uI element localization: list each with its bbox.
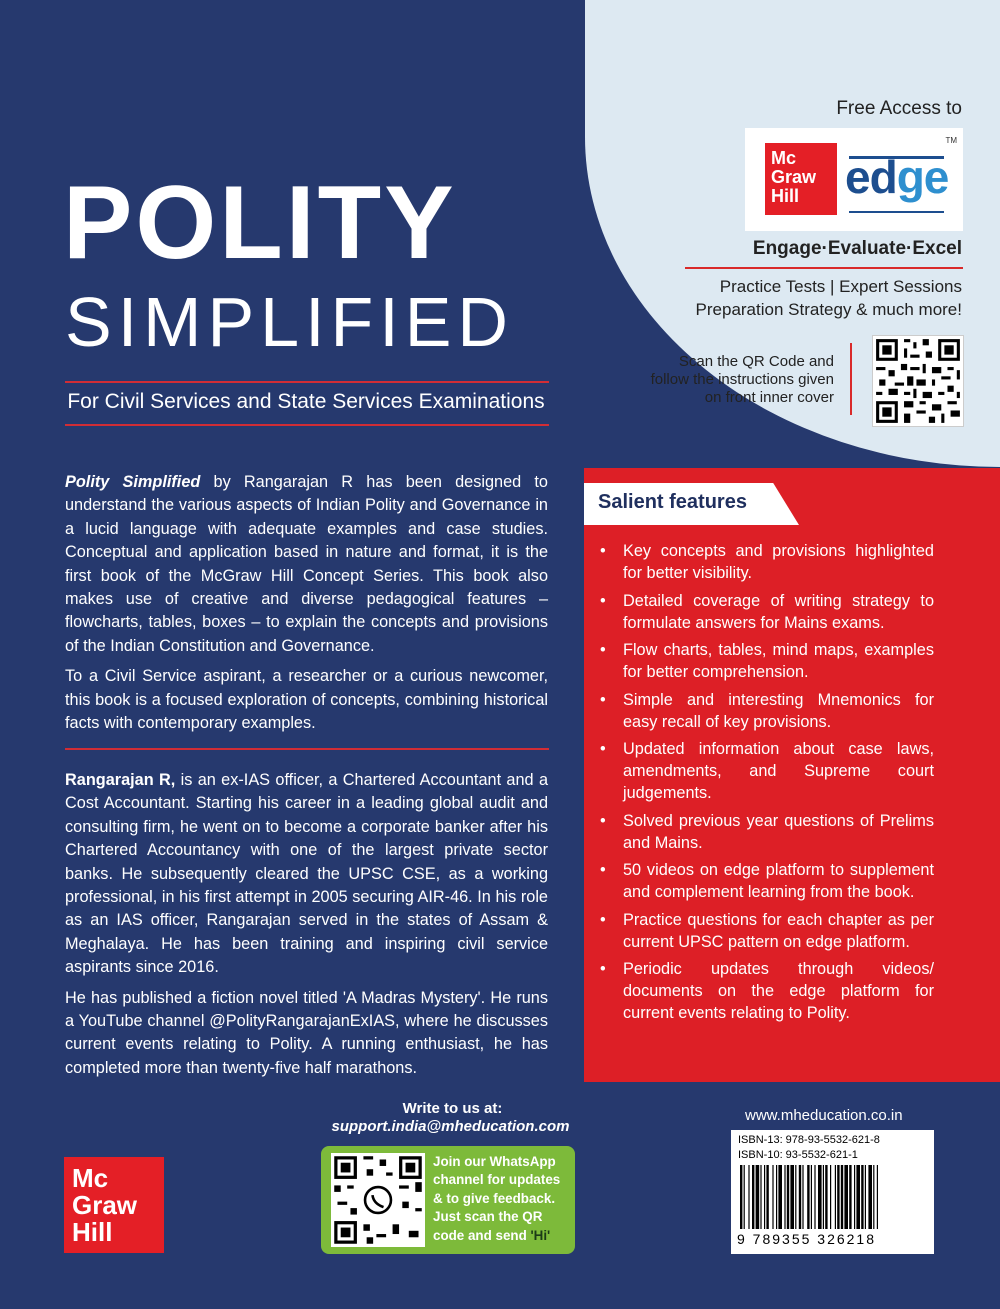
qr-code-icon: [873, 336, 963, 426]
bullet-icon: •: [600, 641, 606, 659]
barcode-bar: [844, 1165, 848, 1229]
edge-word-part: ed: [845, 151, 897, 203]
isbn-10: ISBN-10: 93-5532-621-1: [738, 1149, 858, 1161]
divider: [65, 381, 549, 383]
practice-line: Practice Tests | Expert Sessions: [719, 277, 962, 296]
author-bio: [65, 769, 548, 1087]
feature-item: [598, 639, 934, 683]
feature-text: Solved previous year questions of Prelims and Mains.: [623, 811, 934, 852]
barcode-bar: [748, 1165, 749, 1229]
barcode-bar: [778, 1165, 782, 1229]
barcode-bar: [799, 1165, 801, 1229]
whatsapp-text: [433, 1153, 571, 1245]
qr-code-icon: [331, 1153, 425, 1247]
edge-qr-code[interactable]: [872, 335, 964, 427]
practice-line: Preparation Strategy & much more!: [695, 300, 962, 319]
description-paragraph: [65, 471, 548, 658]
barcode-bar: [854, 1165, 855, 1229]
barcode-bar: [849, 1165, 851, 1229]
barcode-bar: [756, 1165, 760, 1229]
bullet-icon: •: [600, 910, 606, 929]
feature-text: Flow charts, tables, mind maps, examples for better comprehension.: [623, 641, 934, 681]
barcode-bar: [744, 1165, 745, 1229]
feature-item: [598, 590, 934, 634]
feature-item: [598, 909, 934, 953]
bullet-icon: •: [600, 861, 606, 879]
scan-line: follow the instructions given: [650, 371, 834, 388]
feature-text: Practice questions for each chapter as per current UPSC pattern on edge platform.: [623, 910, 934, 951]
engage-tagline: Engage·Evaluate·Excel: [752, 238, 962, 259]
scan-instructions: [651, 353, 834, 407]
edge-logo-rule-bottom: [849, 211, 944, 213]
bullet-icon: •: [600, 690, 606, 709]
logo-line: Graw: [771, 167, 817, 187]
book-title-inline: Polity Simplified: [65, 473, 201, 491]
write-to-us-label: Write to us at:: [402, 1100, 503, 1117]
whatsapp-channel-box: [321, 1146, 575, 1254]
barcode-bar: [764, 1165, 765, 1229]
free-access-label: Free Access to: [836, 98, 962, 119]
barcode-bar: [868, 1165, 872, 1229]
bullet-icon: •: [600, 542, 606, 560]
logo-line: Hill: [72, 1217, 113, 1247]
feature-item: [598, 738, 934, 804]
feature-text: Periodic updates through videos/ documents on the edge platform for current events relating to Polity.: [623, 960, 934, 1022]
barcode-icon: [738, 1165, 928, 1231]
whatsapp-hi: 'Hi': [530, 1227, 551, 1243]
author-text: is an ex-IAS officer, a Chartered Accountant and a Cost Accountant. Starting his career in a leading global audit and consulting firm, he went on to become a corporate banker after his Chartered Accountancy with one of the largest private sector banks. He subsequently cleared the UPSC CSE, as a working professional, in his first attempt in 2005 securing AIR-46. In his role as an IAS officer, Rangarajan served in the states of Assam & Meghalaya. He has been training and inspiring civil service aspirants since 2016.: [65, 771, 548, 977]
barcode-bar: [807, 1165, 809, 1229]
logo-line: Mc: [771, 148, 797, 168]
scan-line: on front inner cover: [704, 389, 834, 406]
logo-line: Mc: [72, 1163, 109, 1193]
scan-line: Scan the QR Code and: [678, 353, 834, 370]
barcode-bar: [841, 1165, 843, 1229]
barcode-bar: [790, 1165, 794, 1229]
trademark-symbol: TM: [945, 136, 957, 145]
barcode-bar: [818, 1165, 822, 1229]
barcode-bar: [760, 1165, 761, 1229]
description-paragraph: To a Civil Service aspirant, a researcher or a curious newcomer, this book is a focused exploration of concepts, combining historical facts with contemporary examples.: [65, 667, 548, 733]
publisher-website-link[interactable]: www.mheducation.co.in: [745, 1107, 903, 1124]
barcode-bar: [811, 1165, 812, 1229]
barcode-bar: [766, 1165, 768, 1229]
author-paragraph: He has published a fiction novel titled 'A Madras Mystery'. He runs a YouTube channel @PolityRangarajanExIAS, where he discusses current events relating to Polity. A running enthusiast, he has completed more than twenty-five half marathons.: [65, 988, 548, 1077]
barcode-bar: [740, 1165, 742, 1229]
divider: [850, 343, 852, 415]
description-text: by Rangarajan R has been designed to understand the various aspects of Indian Polity and Governance in a lucid language with adequate examples and case studies. Conceptual and application based in nature and format, it is the first book of the McGraw Hill Concept Series. This book also makes use of creative and diverse pedagogical features – flowcharts, tables, boxes – to explain the concepts and provisions of the Indian Constitution and Governance.: [65, 473, 548, 655]
barcode-bar: [823, 1165, 824, 1229]
feature-item: [598, 859, 934, 903]
barcode-bar: [752, 1165, 754, 1229]
book-description: [65, 471, 548, 742]
author-name: Rangarajan R,: [65, 771, 176, 789]
whatsapp-message: Join our WhatsApp channel for updates & to give feedback. Just scan the QR code and send: [433, 1154, 561, 1243]
feature-text: Key concepts and provisions highlighted for better visibility.: [623, 542, 934, 582]
barcode-bar: [784, 1165, 785, 1229]
divider: [685, 267, 963, 269]
feature-item: [598, 958, 934, 1024]
support-email-link[interactable]: support.india@mheducation.com: [331, 1118, 570, 1135]
bullet-icon: •: [600, 960, 606, 978]
barcode-bar: [830, 1165, 831, 1229]
barcode-bar: [814, 1165, 815, 1229]
barcode-bar: [861, 1165, 863, 1229]
barcode-bar: [837, 1165, 839, 1229]
mcgraw-hill-edge-logo: [745, 128, 963, 231]
whatsapp-qr-code[interactable]: [331, 1153, 425, 1247]
features-list: [598, 540, 934, 1030]
book-title: POLITY: [63, 165, 457, 281]
barcode-bar: [873, 1165, 874, 1229]
bullet-icon: •: [600, 740, 606, 758]
logo-line: Hill: [771, 186, 800, 206]
divider: [65, 424, 549, 426]
barcode-bar: [856, 1165, 860, 1229]
features-title: Salient features: [598, 491, 747, 513]
book-subtitle: For Civil Services and State Services Examinations: [67, 390, 545, 413]
isbn-barcode: [731, 1130, 934, 1254]
edge-word-part: ge: [896, 151, 949, 203]
barcode-bar: [802, 1165, 803, 1229]
feature-item: [598, 689, 934, 733]
feature-text: 50 videos on edge platform to supplement and complement learning from the book.: [623, 861, 934, 901]
barcode-bar: [776, 1165, 777, 1229]
mcgraw-hill-logo: [64, 1157, 164, 1253]
feature-text: Detailed coverage of writing strategy to formulate answers for Mains exams.: [623, 591, 934, 632]
feature-text: Simple and interesting Mnemonics for easy recall of key provisions.: [623, 690, 934, 731]
edge-wordmark: [845, 150, 948, 204]
practice-text: [696, 275, 962, 321]
barcode-bar: [787, 1165, 789, 1229]
barcode-bar: [772, 1165, 773, 1229]
feature-item: [598, 540, 934, 584]
feature-item: [598, 810, 934, 854]
bullet-icon: •: [600, 591, 606, 610]
divider: [65, 748, 549, 750]
bullet-icon: •: [600, 811, 606, 830]
barcode-bar: [877, 1165, 878, 1229]
logo-line: Graw: [72, 1190, 138, 1220]
barcode-bar: [825, 1165, 827, 1229]
barcode-bar: [795, 1165, 796, 1229]
author-paragraph: [65, 769, 548, 980]
mcgraw-hill-logo-small: [765, 143, 837, 215]
isbn-13: ISBN-13: 978-93-5532-621-8: [738, 1134, 880, 1146]
barcode-digits: 9 789355 326218: [737, 1231, 876, 1247]
feature-text: Updated information about case laws, amendments, and Supreme court judgements.: [623, 740, 934, 802]
book-title-sub: SIMPLIFIED: [65, 283, 514, 361]
barcode-bar: [865, 1165, 866, 1229]
barcode-bar: [835, 1165, 836, 1229]
